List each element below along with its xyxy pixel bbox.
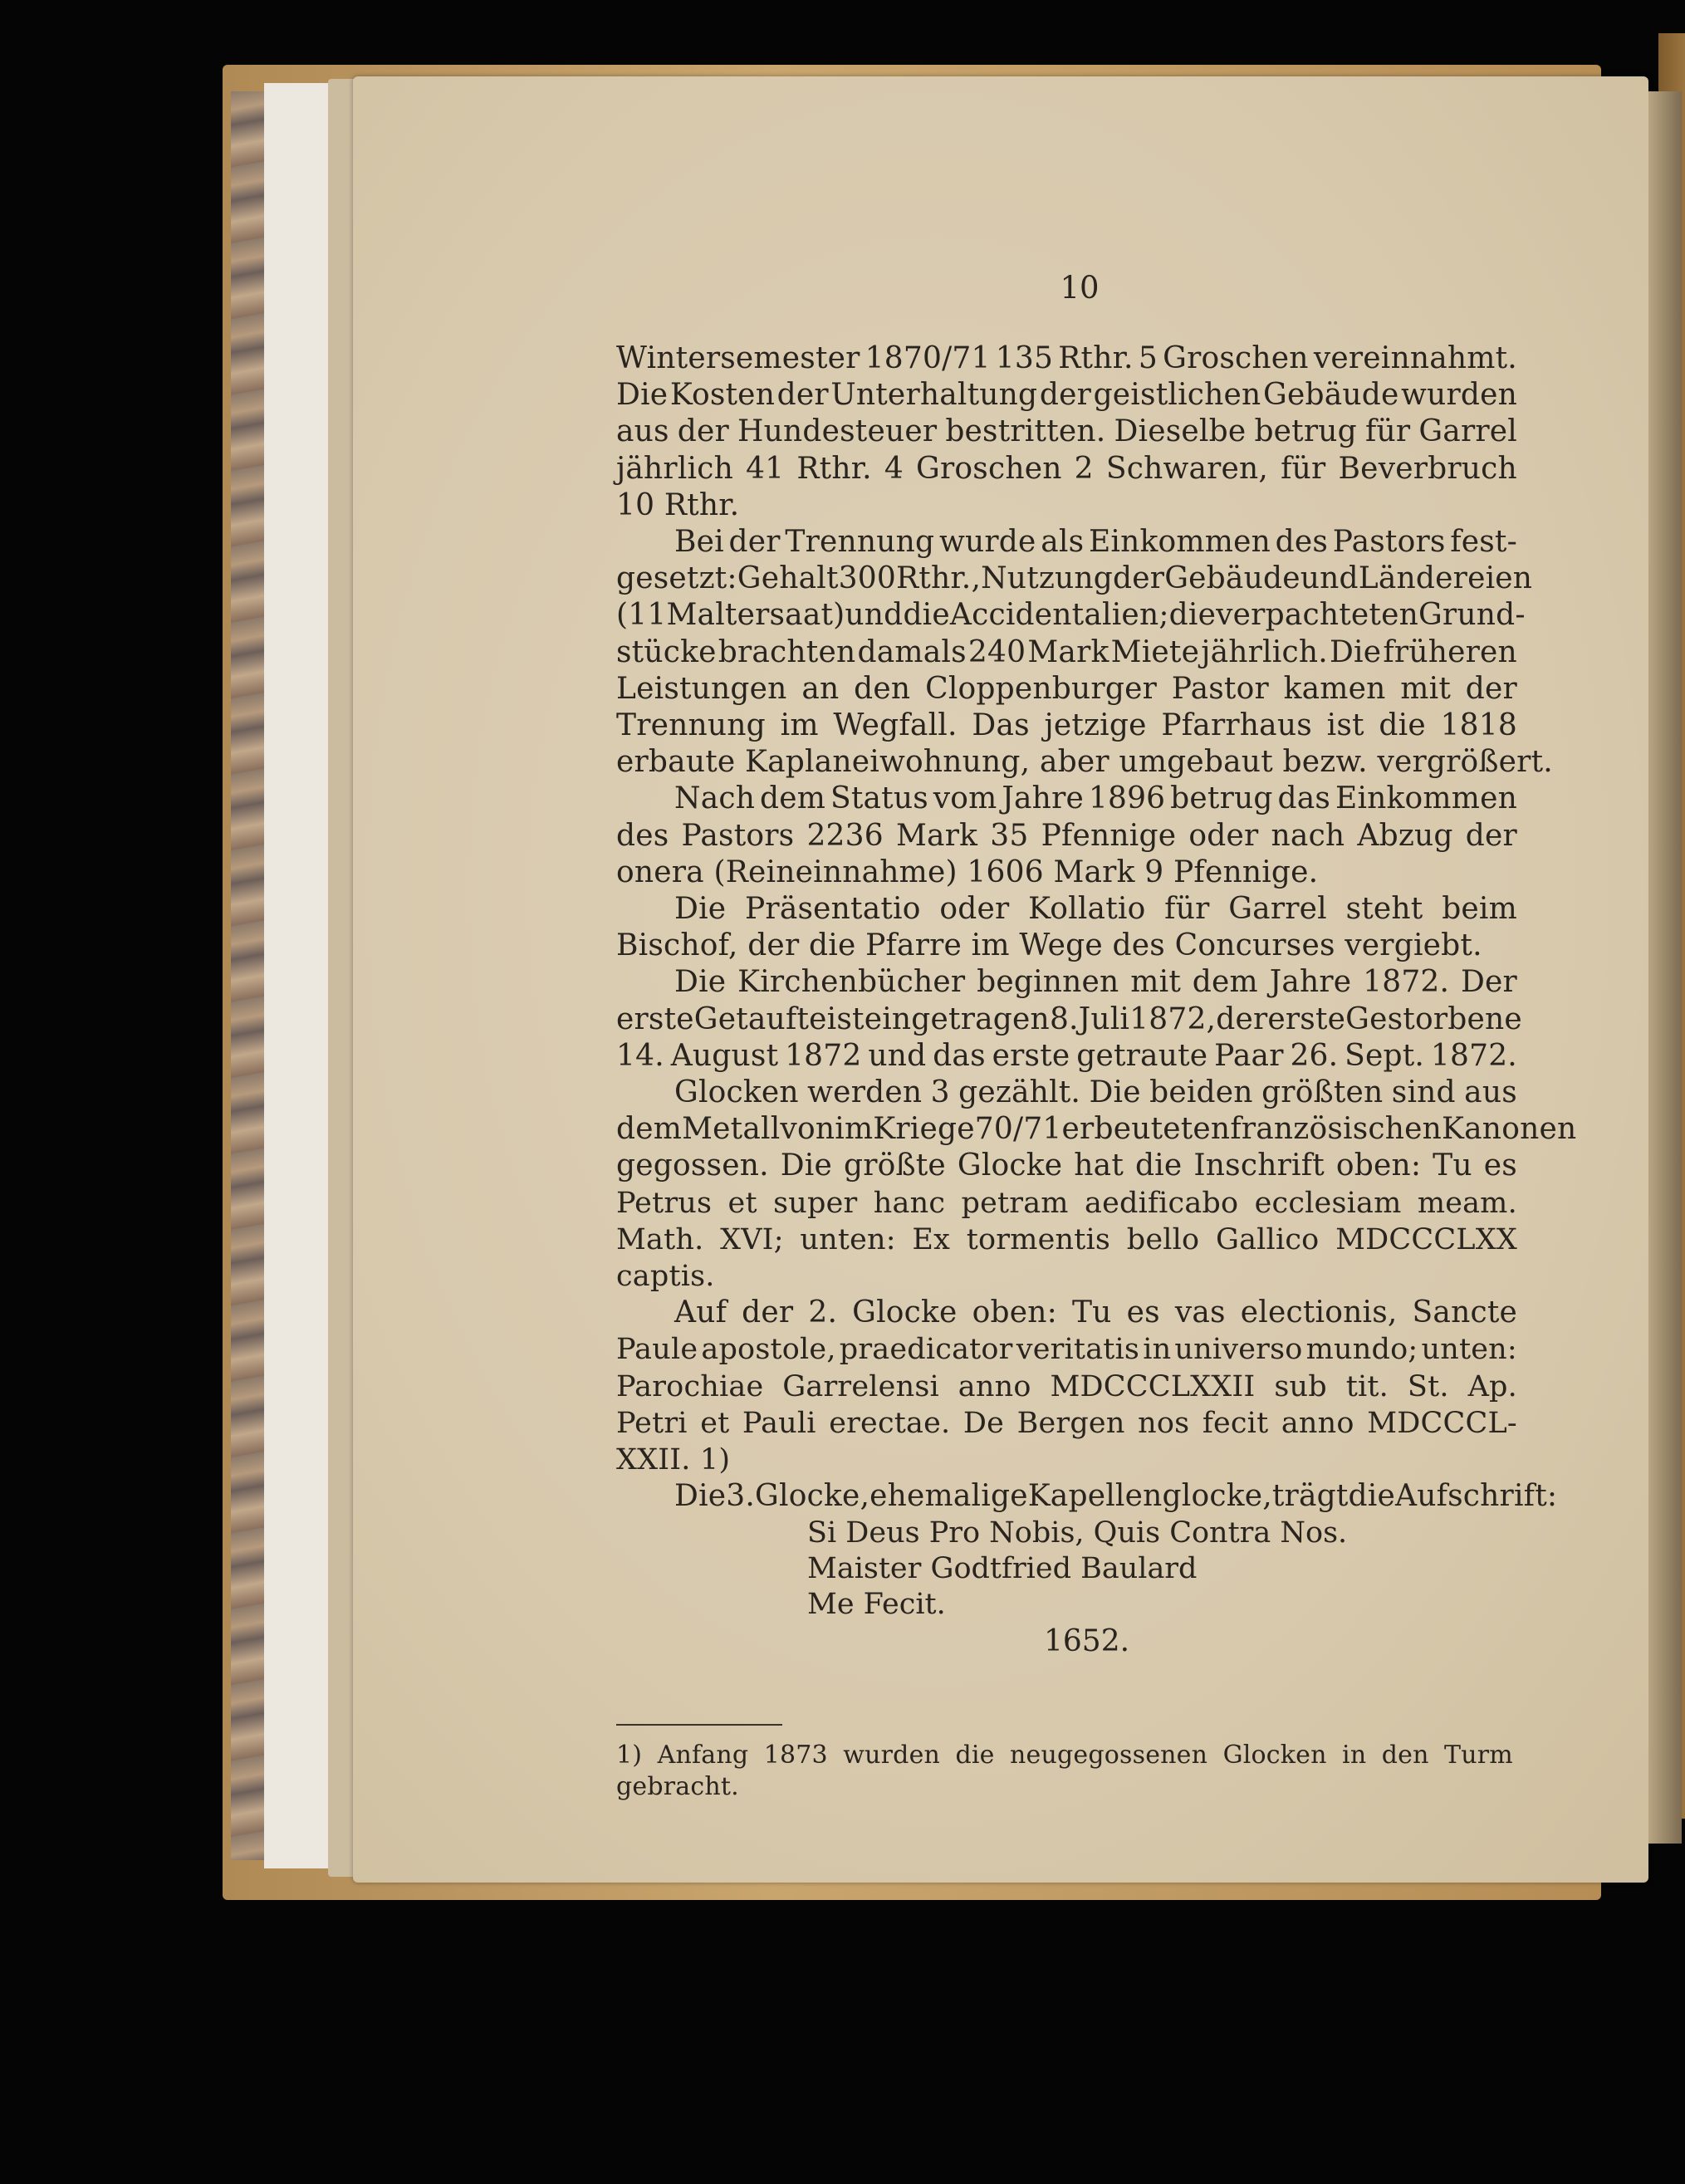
inscription-line: Me Fecit.	[807, 1587, 946, 1621]
text-line: Bischof, der die Pfarre im Wege des Concurses vergiebt.	[616, 928, 1482, 963]
text-line: Die Präsentatio oder Kollatio für Garrel steht beim	[674, 892, 1517, 927]
text-line: Petrus et super hanc petram aedificabo ecclesiam meam.	[616, 1186, 1517, 1220]
text-line: jährlich 41 Rthr. 4 Groschen 2 Schwaren, für Beverbruch	[616, 451, 1517, 486]
text-line: gegossen. Die größte Glocke hat die Inschrift oben: Tu es	[616, 1148, 1517, 1183]
text-line: Petri et Pauli erectae. De Bergen nos fecit anno MDCCCL-	[616, 1406, 1517, 1440]
text-line: Parochiae Garrelensi anno MDCCCLXXII sub tit. St. Ap.	[616, 1369, 1517, 1403]
page-number: 10	[1060, 270, 1100, 306]
text-line: onera (Reineinnahme) 1606 Mark 9 Pfennige.	[616, 855, 1319, 889]
text-line: stücke brachten damals 240 Mark Miete jährlich. Die früheren	[616, 634, 1517, 669]
page-gutter	[1648, 91, 1682, 1844]
text-line: Math. XVI; unten: Ex tormentis bello Gallico MDCCCLXX	[616, 1222, 1517, 1256]
text-line: Die 3. Glocke, ehemalige Kapellenglocke, trägt die Aufschrift:	[674, 1479, 1558, 1514]
text-line: Wintersemester 1870/71 135 Rthr. 5 Groschen vereinnahmt.	[616, 341, 1517, 375]
footnote-line: gebracht.	[616, 1772, 739, 1801]
text-line: Auf der 2. Glocke oben: Tu es vas electionis, Sancte	[674, 1295, 1517, 1330]
inscription-year: 1652.	[1044, 1623, 1130, 1658]
text-line: Trennung im Wegfall. Das jetzige Pfarrhaus ist die 1818	[616, 708, 1517, 743]
text-line: captis.	[616, 1260, 715, 1294]
text-line: erbaute Kaplaneiwohnung, aber umgebaut bezw. vergrößert.	[616, 745, 1553, 780]
text-line: gesetzt: Gehalt 300 Rthr., Nutzung der Gebäude und Ländereien	[616, 561, 1533, 596]
text-line: des Pastors 2236 Mark 35 Pfennige oder nach Abzug der	[616, 818, 1517, 853]
text-line: 14. August 1872 und das erste getraute Paar 26. Sept. 1872.	[616, 1038, 1517, 1073]
text-line: XXII. 1)	[616, 1443, 731, 1477]
inscription-line: Si Deus Pro Nobis, Quis Contra Nos.	[807, 1516, 1348, 1550]
text-line: Paule apostole, praedicator veritatis in universo mundo; unten:	[616, 1333, 1517, 1367]
text-line: Glocken werden 3 gezählt. Die beiden größten sind aus	[674, 1075, 1517, 1110]
footnote	[616, 1740, 1513, 1803]
text-line: (11 Maltersaat) und die Accidentalien; die verpachteten Grund-	[616, 598, 1526, 633]
inscription-line: Maister Godtfried Baulard	[807, 1551, 1198, 1585]
footnote-line: 1) Anfang 1873 wurden die neugegossenen Glocken in den Turm	[616, 1741, 1513, 1770]
text-line: erste Getaufte ist eingetragen 8. Juli 1872, der erste Gestorbene	[616, 1001, 1522, 1036]
text-line: 10 Rthr.	[616, 487, 740, 522]
text-line: Die Kirchenbücher beginnen mit dem Jahre 1872. Der	[674, 965, 1517, 1000]
text-line: dem Metall von im Kriege 70/71 erbeuteten französischen Kanonen	[616, 1112, 1577, 1147]
text-line: Nach dem Status vom Jahre 1896 betrug das Einkommen	[674, 781, 1517, 816]
footnote-divider	[616, 1724, 782, 1726]
text-line: aus der Hundesteuer bestritten. Dieselbe betrug für Garrel	[616, 414, 1517, 449]
page-body	[616, 340, 1577, 1661]
text-line: Die Kosten der Unterhaltung der geistlichen Gebäude wurden	[616, 378, 1517, 413]
text-line: Leistungen an den Cloppenburger Pastor kamen mit der	[616, 671, 1517, 706]
text-line: Bei der Trennung wurde als Einkommen des Pastors fest-	[674, 525, 1517, 560]
